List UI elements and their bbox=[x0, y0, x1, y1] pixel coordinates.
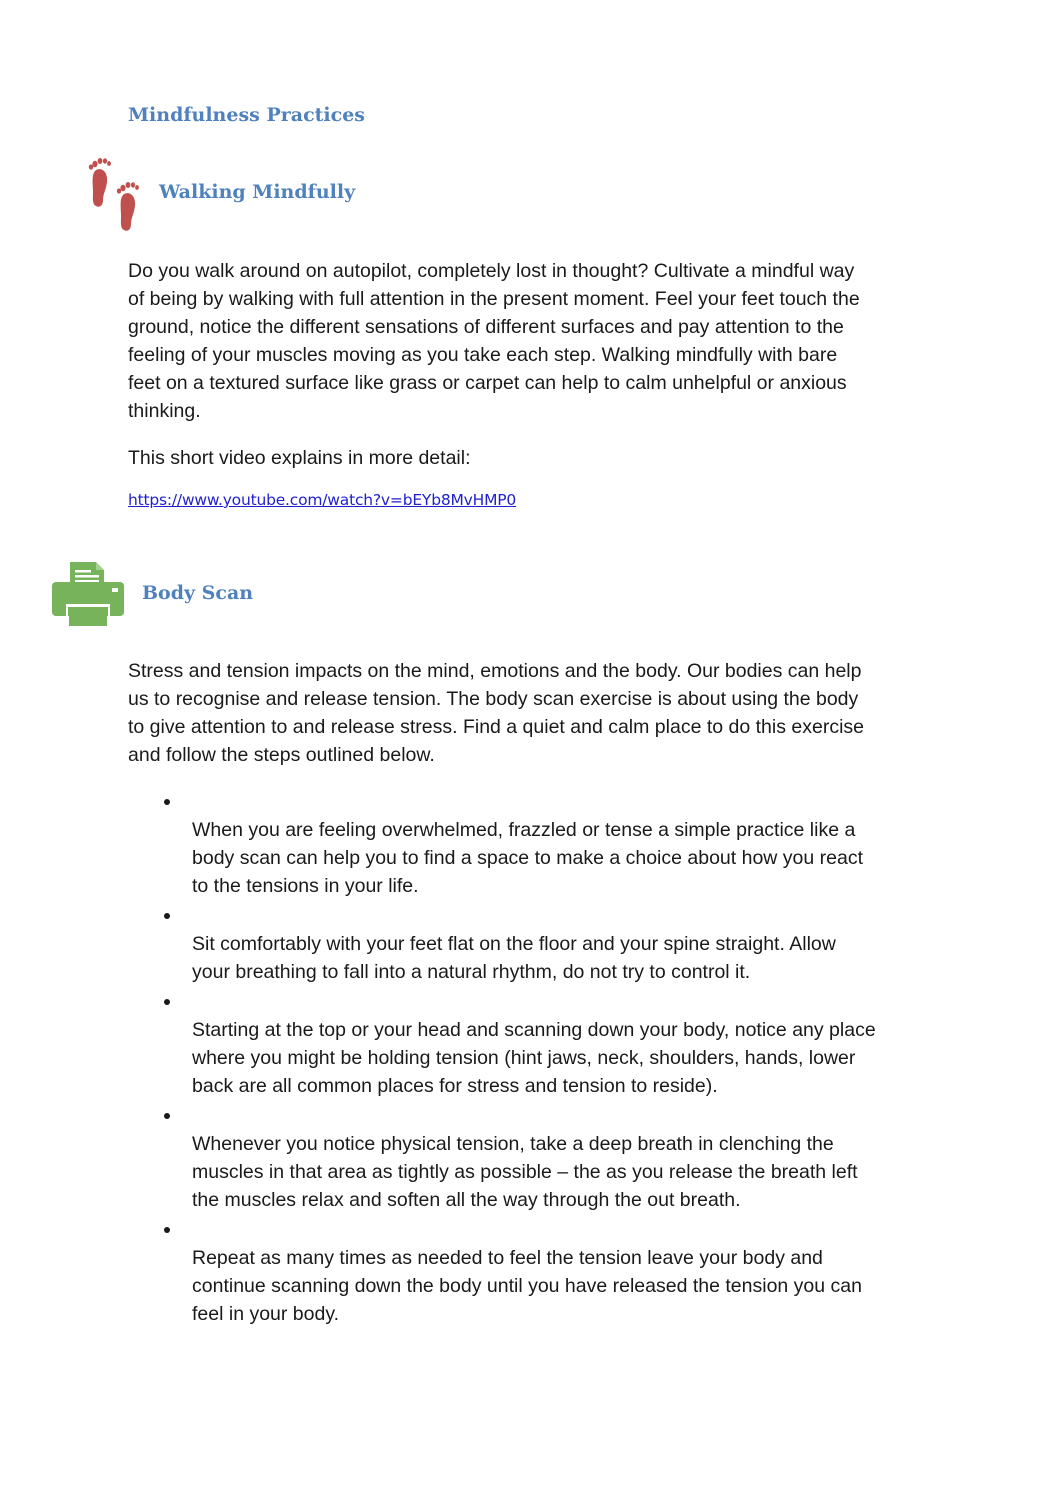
body-scan-paragraph: Stress and tension impacts on the mind, emotions and the body. Our bodies can help us to recognise and release tension. The body scan exercise is about using the body to give attention to and release stress. Find a quiet and calm place to do this exercise and follow the steps outlined below. bbox=[128, 660, 865, 766]
list-item bbox=[128, 788, 958, 900]
youtube-video-link[interactable]: https://www.youtube.com/watch?v=bEYb8MvHMP0 bbox=[128, 491, 517, 509]
list-item-text: Whenever you notice physical tension, take a deep breath in clenching the muscles in that area as tightly as possible – the as you release the breath left the muscles relax and soften all the way through the out breath. bbox=[192, 1133, 858, 1211]
bullet-icon bbox=[164, 913, 170, 919]
body-scan-steps-list bbox=[128, 788, 958, 1330]
list-item bbox=[128, 1102, 958, 1214]
bullet-icon bbox=[164, 799, 170, 805]
bullet-icon bbox=[164, 999, 170, 1005]
bullet-icon bbox=[164, 1113, 170, 1119]
list-item-text: Starting at the top or your head and scanning down your body, notice any place where you might be holding tension (hint jaws, neck, shoulders, hands, lower back are all common places for stress and tension to reside). bbox=[192, 1019, 876, 1097]
list-item-text: When you are feeling overwhelmed, frazzled or tense a simple practice like a body scan can help you to find a space to make a choice about how you react to the tensions in your life. bbox=[192, 819, 864, 897]
list-item-text: Repeat as many times as needed to feel the tension leave your body and continue scanning down the body until you have released the tension you can feel in your body. bbox=[192, 1247, 862, 1325]
bullet-icon bbox=[164, 1227, 170, 1233]
list-item bbox=[128, 988, 958, 1100]
walking-mindfully-paragraph: Do you walk around on autopilot, completely lost in thought? Cultivate a mindful way of being by walking with full attention in the present moment. Feel your feet touch the ground, notice the different sensations of different surfaces and pay attention to the feeling of your muscles moving as you take each step. Walking mindfully with bare feet on a textured surface like grass or carpet can help to calm unhelpful or anxious thinking. bbox=[128, 260, 860, 422]
section-heading-walking-mindfully: Walking Mindfully bbox=[159, 181, 356, 203]
list-item-text: Sit comfortably with your feet flat on the floor and your spine straight. Allow your breathing to fall into a natural rhythm, do not try to control it. bbox=[192, 933, 836, 983]
footprints-icon bbox=[86, 156, 144, 232]
list-item bbox=[128, 902, 958, 986]
section-heading-body-scan: Body Scan bbox=[142, 582, 254, 604]
printer-icon bbox=[50, 560, 126, 628]
list-item bbox=[128, 1216, 958, 1328]
video-intro-text: This short video explains in more detail: bbox=[128, 447, 471, 469]
page-title: Mindfulness Practices bbox=[128, 104, 365, 126]
